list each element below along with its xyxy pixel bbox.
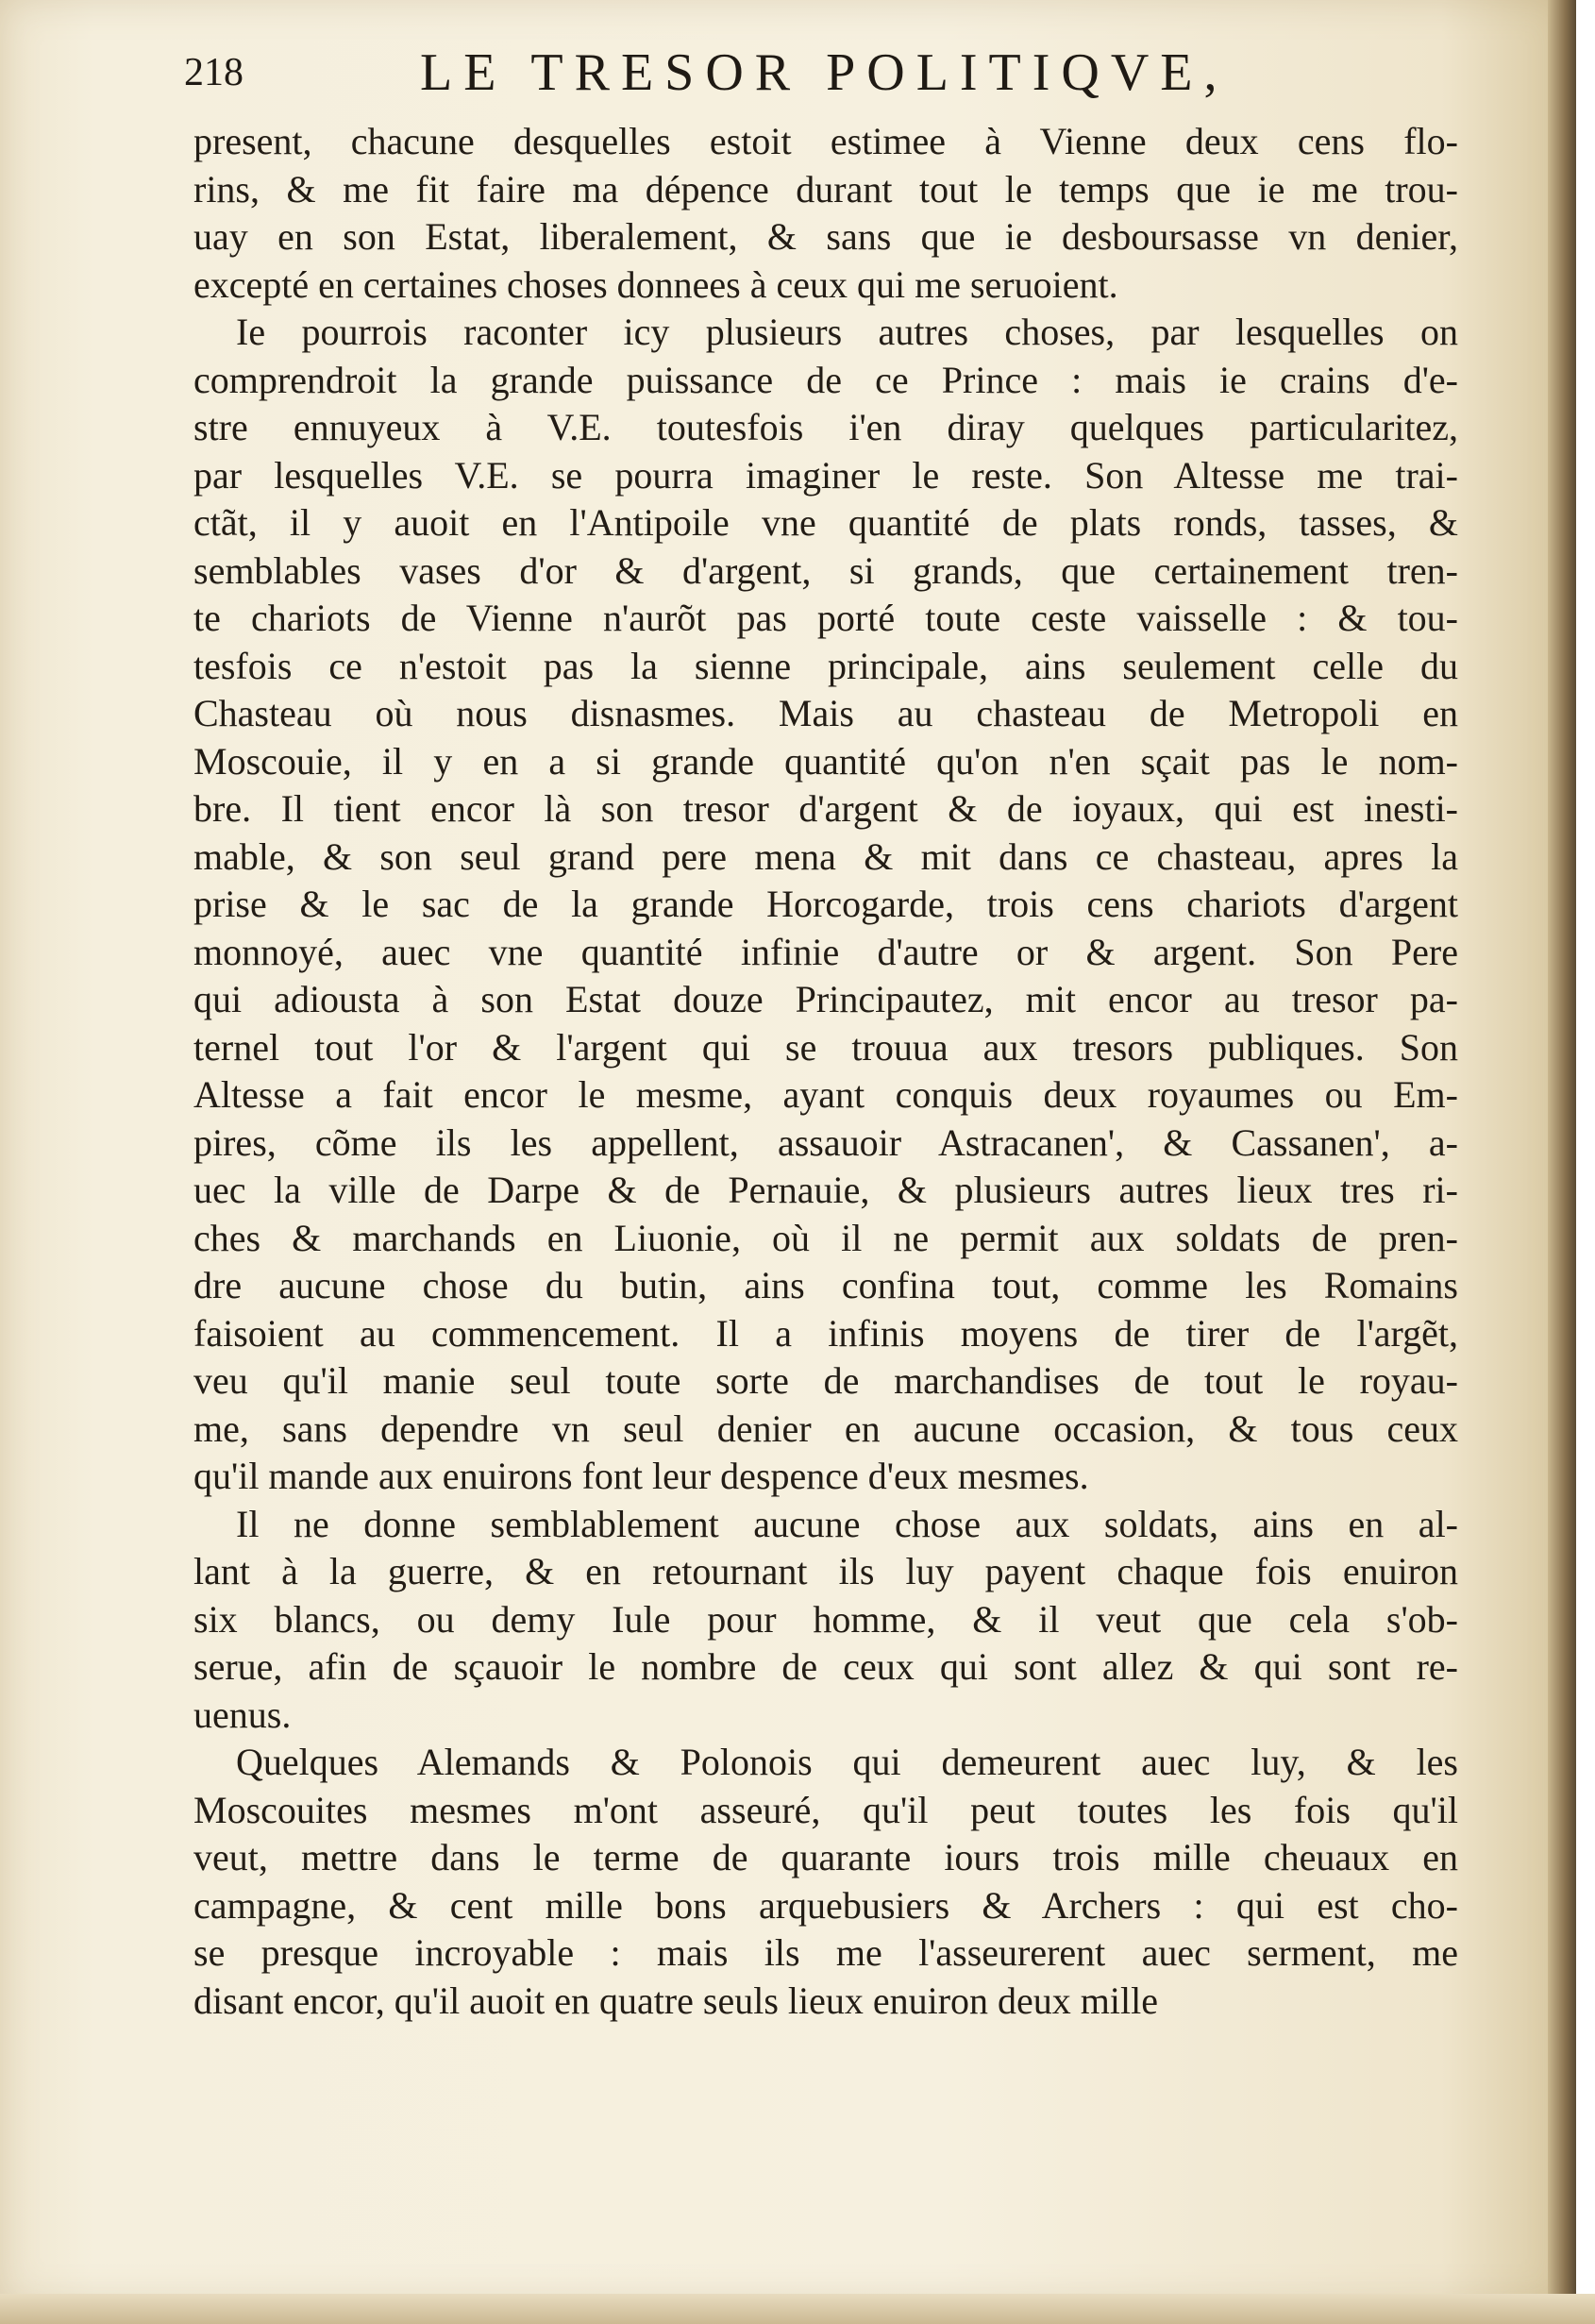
text-line: se presque incroyable : mais ils me l'asseurerent auec serment, me xyxy=(193,1931,1458,1974)
text-line: bre. Il tient encor là son tresor d'argent & de ioyaux, qui est inesti- xyxy=(193,787,1458,830)
text-line: excepté en certaines choses donnees à ceux qui me seruoient. xyxy=(193,262,1118,306)
paragraph xyxy=(193,118,1458,309)
text-line: rins, & me fit faire ma dépence durant tout le temps que ie me trou- xyxy=(193,167,1458,211)
text-line: uenus. xyxy=(193,1692,292,1736)
text-line: Moscouites mesmes m'ont asseuré, qu'il peut toutes les fois qu'il xyxy=(193,1788,1458,1831)
text-line: qu'il mande aux enuirons font leur despence d'eux mesmes. xyxy=(193,1455,1089,1497)
text-line: faisoient au commencement. Il a infinis moyens de tirer de l'argẽt, xyxy=(193,1311,1458,1355)
text-line: par lesquelles V.E. se pourra imaginer le reste. Son Altesse me trai- xyxy=(193,453,1458,497)
text-line: Il ne donne semblablement aucune chose aux soldats, ains en al- xyxy=(236,1502,1458,1545)
text-block xyxy=(193,118,1458,2025)
paragraph xyxy=(193,309,1458,1501)
text-line: disant encor, qu'il auoit en quatre seuls lieux enuiron deux mille xyxy=(193,1979,1159,2022)
text-line: pires, cõme ils les appellent, assauoir Astracanen', & Cassanen', a- xyxy=(193,1120,1458,1164)
page-header xyxy=(184,42,1468,109)
text-line: qui adiousta à son Estat douze Principautez, mit encor au tresor pa- xyxy=(193,978,1458,1020)
page-number: 218 xyxy=(184,51,243,94)
text-line: ches & marchands en Liuonie, où il ne permit aux soldats de pren- xyxy=(193,1216,1458,1259)
text-line: me, sans dependre vn seul denier en aucune occasion, & tous ceux xyxy=(193,1406,1458,1450)
text-line: veu qu'il manie seul toute sorte de marchandises de tout le royau- xyxy=(193,1359,1458,1402)
text-line: dre aucune chose du butin, ains confina tout, comme les Romains xyxy=(193,1264,1458,1306)
paragraph xyxy=(193,1739,1458,2025)
text-line: Moscouie, il y en a si grande quantité qu'on n'en sçait pas le nom- xyxy=(193,739,1458,783)
text-line: Altesse a fait encor le mesme, ayant conquis deux royaumes ou Em- xyxy=(193,1073,1458,1116)
text-line: te chariots de Vienne n'aurõt pas porté toute ceste vaisselle : & tou- xyxy=(193,597,1458,639)
text-line: Ie pourrois raconter icy plusieurs autres choses, par lesquelles on xyxy=(236,311,1458,353)
text-line: present, chacune desquelles estoit estimee à Vienne deux cens flo- xyxy=(193,120,1458,162)
text-line: uay en son Estat, liberalement, & sans que ie desboursasse vn denier, xyxy=(193,215,1458,258)
text-line: comprendroit la grande puissance de ce Prince : mais ie crains d'e- xyxy=(193,358,1458,401)
text-line: serue, afin de sçauoir le nombre de ceux qui sont allez & qui sont re- xyxy=(193,1645,1458,1688)
text-line: stre ennuyeux à V.E. toutesfois i'en diray quelques particularitez, xyxy=(193,406,1458,448)
page-bottom-edge xyxy=(0,2294,1595,2324)
text-line: six blancs, ou demy Iule pour homme, & il veut que cela s'ob- xyxy=(193,1597,1458,1641)
text-line: mable, & son seul grand pere mena & mit dans ce chasteau, apres la xyxy=(193,834,1458,878)
text-line: prise & le sac de la grande Horcogarde, trois cens chariots d'argent xyxy=(193,883,1458,925)
text-line: ternel tout l'or & l'argent qui se trouua aux tresors publiques. Son xyxy=(193,1025,1458,1069)
text-line: veut, mettre dans le terme de quarante iours trois mille cheuaux en xyxy=(193,1836,1458,1878)
text-line: monnoyé, auec vne quantité infinie d'autre or & argent. Son Pere xyxy=(193,930,1458,973)
text-line: uec la ville de Darpe & de Pernauie, & plusieurs autres lieux tres ri- xyxy=(193,1169,1458,1211)
text-line: ctãt, il y auoit en l'Antipoile vne quantité de plats ronds, tasses, & xyxy=(193,501,1458,544)
text-line: tesfois ce n'estoit pas la sienne principale, ains seulement celle du xyxy=(193,644,1458,687)
running-title: LE TRESOR POLITIQVE, xyxy=(420,43,1229,102)
paragraph xyxy=(193,1501,1458,1740)
text-line: Quelques Alemands & Polonois qui demeurent auec luy, & les xyxy=(236,1741,1458,1783)
text-line: semblables vases d'or & d'argent, si grands, que certainement tren- xyxy=(193,548,1458,592)
page-edge-shadow xyxy=(1548,0,1576,2324)
text-line: campagne, & cent mille bons arquebusiers & Archers : qui est cho- xyxy=(193,1883,1458,1927)
text-line: Chasteau où nous disnasmes. Mais au chasteau de Metropoli en xyxy=(193,692,1458,734)
text-line: lant à la guerre, & en retournant ils luy payent chaque fois enuiron xyxy=(193,1550,1458,1592)
